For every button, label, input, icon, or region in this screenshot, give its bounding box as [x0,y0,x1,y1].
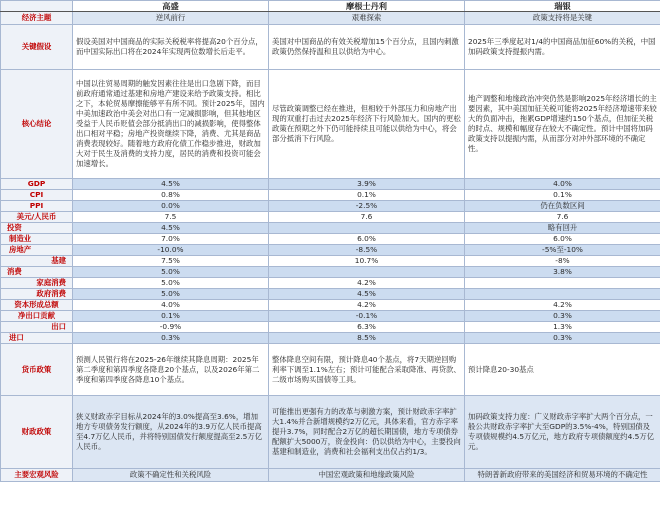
cell-goldman: 狭义财政赤字目标从2024年的3.0%提高至3.6%，增加地方专项债务发行额度，从2024年的3.9万亿人民币提高至4.7万亿人民币，并将特别国债发行额度提高至2.5万亿人民币。 [73,396,269,469]
row-imports [1,333,660,344]
cell-goldman: 7.0% [73,234,269,245]
row-conclusion [1,70,660,179]
row-gdp [1,179,660,190]
cell-ubs: 4.0% [465,179,660,190]
row-manufacturing [1,234,660,245]
cell-morgan-stanley: 尽管政策调整已经在推进，但相较于外部压力和房地产出现的双重打击过去2025年经济下行风险加大。国内的更松政策在预期之外下仍可能持续且可能以供给为中心，将会部分抵消下行风险。 [269,70,465,179]
row-exports [1,322,660,333]
cell-morgan-stanley: 7.6 [269,212,465,223]
row-label: 投资 [1,223,73,234]
row-label: 核心结论 [1,70,73,179]
bank-morgan-stanley: 摩根士丹利 [269,1,465,12]
row-label: 基建 [1,256,73,267]
cell-morgan-stanley: 中国宏观政策和地缘政策风险 [269,469,465,482]
cell-ubs: 3.8% [465,267,660,278]
cell-ubs: 4.2% [465,300,660,311]
row-label: 财政政策 [1,396,73,469]
cell-goldman: 中国以往贸易周期的触发因素往往是出口急剧下降，而目前政府通常通过基建和房地产建设来给予政策支持。相比之下，本轮贸易摩擦能够平有所不同。预计2025年，国内中美加速政治中美会对出口有一定减损影响，但其他地区受益于人民币贬值会部分抵消出口的减损影响，使得整体出口相对平稳；房地产投资继续下降，消费、尤其是商品消费表现较好。随着地方政府化债工作稳步推进，财政加大对于民生及消费的支持力度，居民的消费和投资可能会加速增长。 [73,70,269,179]
cell-morgan-stanley: 整体降息空间有限，预计降息40个基点，将7天期逆回购利率下调至1.1%左右；预计可能配合采取降准、再贷款、二级市场购买国债等工具。 [269,344,465,396]
cell-goldman: 7.5 [73,212,269,223]
row-label: GDP [1,179,73,190]
cell-goldman: 政策不确定性和关税风险 [73,469,269,482]
row-label: 货币政策 [1,344,73,396]
row-label: 经济主题 [1,12,73,25]
cell-morgan-stanley: -2.5% [269,201,465,212]
corner-cell [1,1,73,12]
cell-goldman: 0.8% [73,190,269,201]
cell-goldman: 4.5% [73,179,269,190]
cell-ubs: 0.3% [465,333,660,344]
cell-morgan-stanley: 艰难探索 [269,12,465,25]
cell-goldman: 4.5% [73,223,269,234]
cell-morgan-stanley: 6.3% [269,322,465,333]
cell-goldman: 预测人民银行将在2025-26年继续其降息周期：2025年第二季度和第四季度各降息20个基点，以及2026年第二季度和第四季度各降息10个基点。 [73,344,269,396]
cell-goldman: 7.5% [73,256,269,267]
cell-ubs: 0.1% [465,190,660,201]
row-label: 资本形成总额 [1,300,73,311]
cell-goldman: 0.3% [73,333,269,344]
row-label: 房地产 [1,245,73,256]
row-infrastructure [1,256,660,267]
cell-morgan-stanley: 可能推出更强有力的改革与刺激方案，预计财政赤字率扩大1.4%并合新增规模约2万亿元，具体来看，官方赤字率提升3.7%，同时配合2万亿的超长期国债，地方专项债券配额扩大5000万，资金投向：仍以供给为中心，主要投向基建和制造业，消费和社会福利支出仅占约1/3。 [269,396,465,469]
cell-morgan-stanley [269,267,465,278]
row-label: CPI [1,190,73,201]
cell-goldman: 0.0% [73,201,269,212]
cell-goldman: 0.1% [73,311,269,322]
cell-goldman: 逆风前行 [73,12,269,25]
row-risks [1,469,660,482]
cell-morgan-stanley: 4.2% [269,300,465,311]
row-investment [1,223,660,234]
cell-morgan-stanley: -0.1% [269,311,465,322]
row-household [1,278,660,289]
row-label: 制造业 [1,234,73,245]
row-usdcny [1,212,660,223]
cell-ubs: 1.3% [465,322,660,333]
bank-ubs: 瑞银 [465,1,660,12]
cell-goldman: 4.0% [73,300,269,311]
cell-ubs: 政策支持将是关键 [465,12,660,25]
cell-ubs: 6.0% [465,234,660,245]
cell-goldman: -0.9% [73,322,269,333]
cell-goldman: -10.0% [73,245,269,256]
row-theme [1,12,660,25]
row-label: 出口 [1,322,73,333]
cell-ubs [465,289,660,300]
cell-morgan-stanley: 6.0% [269,234,465,245]
cell-morgan-stanley: 美国对中国商品的有效关税增加15个百分点，且国内刺激政策仍然保持温和且以供给为中心。 [269,25,465,70]
row-consumption [1,267,660,278]
row-realestate [1,245,660,256]
cell-goldman: 5.0% [73,289,269,300]
cell-ubs: 略有回升 [465,223,660,234]
row-label: 美元/人民币 [1,212,73,223]
cell-ubs: 预计降息20-30基点 [465,344,660,396]
cell-morgan-stanley: 8.5% [269,333,465,344]
row-netexports [1,311,660,322]
row-label: PPI [1,201,73,212]
row-label: 政府消费 [1,289,73,300]
cell-morgan-stanley: 10.7% [269,256,465,267]
cell-morgan-stanley: -8.5% [269,245,465,256]
bank-goldman: 高盛 [73,1,269,12]
cell-morgan-stanley: 4.5% [269,289,465,300]
row-assumptions [1,25,660,70]
cell-goldman: 假设美国对中国商品的实际关税税率将提高20个百分点，而中国实际出口将在2024年实现两位数增长后走平。 [73,25,269,70]
cell-goldman: 5.0% [73,278,269,289]
cell-goldman: 5.0% [73,267,269,278]
cell-ubs: 2025年三季度起对1/4的中国商品加征60%的关税，中国加码政策支持提振内需。 [465,25,660,70]
cell-ubs: 0.3% [465,311,660,322]
row-label: 净出口贡献 [1,311,73,322]
row-label: 家庭消费 [1,278,73,289]
cell-morgan-stanley: 4.2% [269,278,465,289]
row-label: 关键假设 [1,25,73,70]
cell-ubs: -5%至-10% [465,245,660,256]
bank-header-row [1,1,660,12]
cell-ubs: -8% [465,256,660,267]
cell-morgan-stanley: 3.9% [269,179,465,190]
row-government [1,289,660,300]
row-monetary [1,344,660,396]
cell-morgan-stanley [269,223,465,234]
cell-ubs [465,278,660,289]
row-capital [1,300,660,311]
cell-ubs: 特朗普新政府带来的美国经济和贸易环境的不确定性 [465,469,660,482]
row-cpi [1,190,660,201]
cell-ubs: 7.6 [465,212,660,223]
cell-morgan-stanley: 0.1% [269,190,465,201]
cell-ubs: 地产调整和地缘政治冲突仍然是影响2025年经济增长的主要因素，其中美国加征关税可能将2025年经济增速带来较大的负面冲击，拖累GDP增速约150个基点，但加征关税的时点、规模和幅度存在较大不确定性。预计中国将加码政策支持以提振内需，从而部分对冲外部环境的不确定性。 [465,70,660,179]
row-label: 主要宏观风险 [1,469,73,482]
row-fiscal [1,396,660,469]
row-label: 消费 [1,267,73,278]
cell-ubs: 仍在负数区间 [465,201,660,212]
cell-ubs: 加码政策支持力度：广义财政赤字率扩大两个百分点，一般公共财政赤字率扩大至GDP的3.5%-4%，特别国债及专项债规模约4.5万亿元，地方政府专项债额度约4.5万亿元。 [465,396,660,469]
row-ppi [1,201,660,212]
row-label: 进口 [1,333,73,344]
